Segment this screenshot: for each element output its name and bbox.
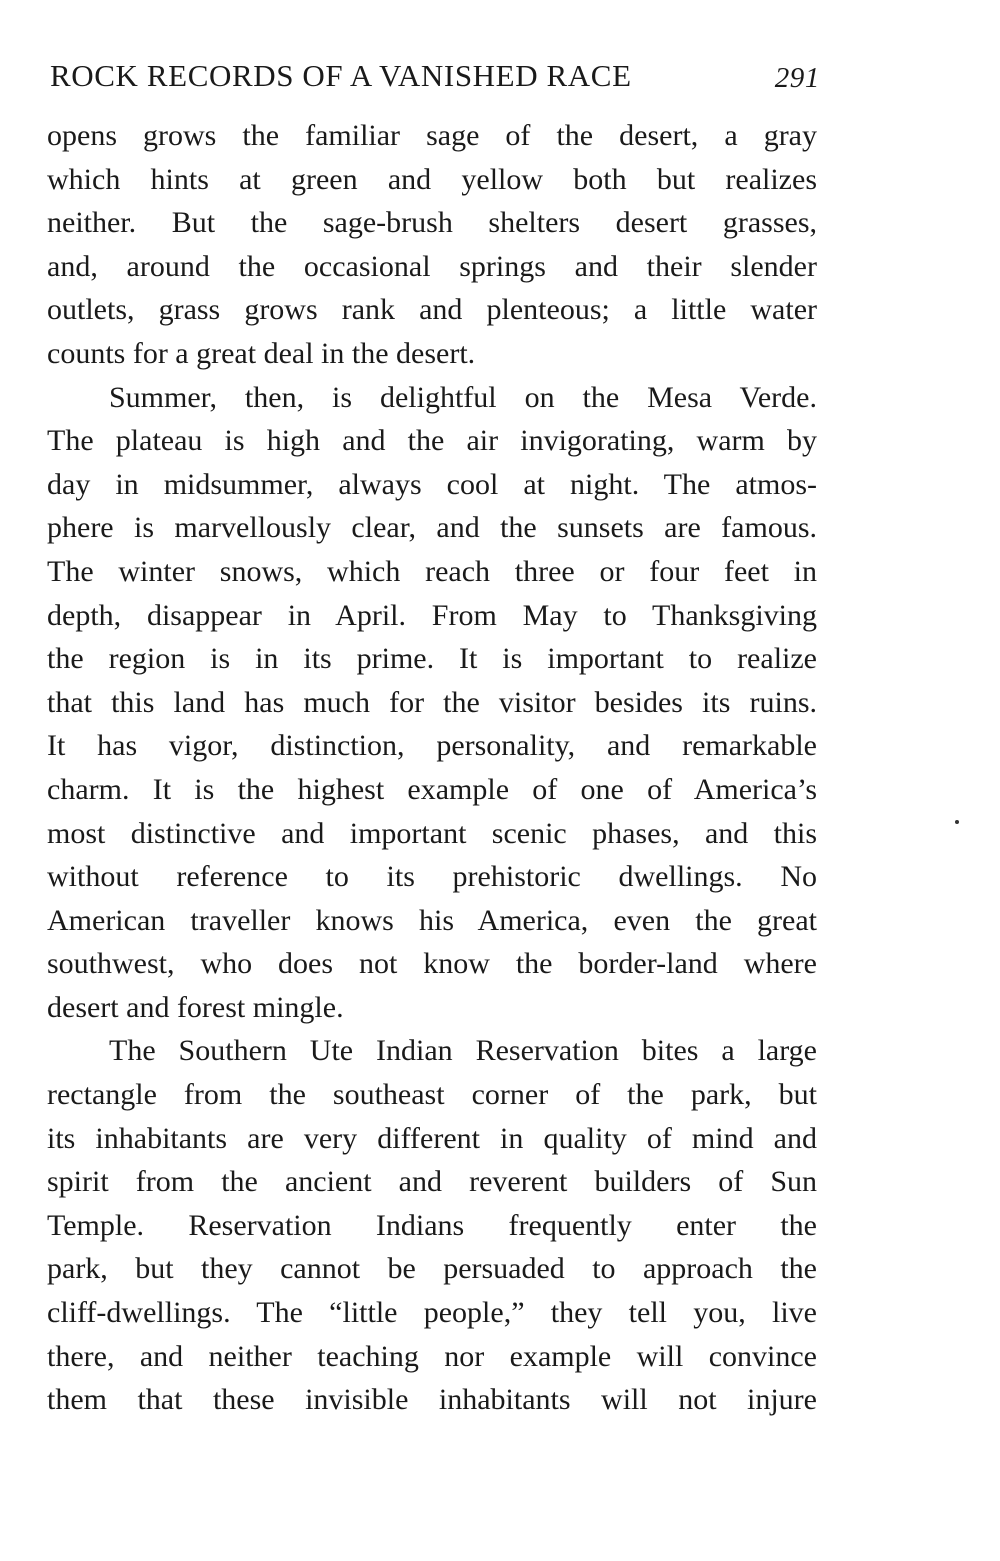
- text-line: charm. It is the highest example of one of America’s: [47, 772, 817, 806]
- running-head: [50, 58, 820, 102]
- text-line: and, around the occasional springs and their slender: [47, 249, 817, 283]
- text-line: without reference to its prehistoric dwellings. No: [47, 860, 817, 894]
- text-line: American traveller knows his America, even the great: [47, 903, 817, 937]
- text-line: its inhabitants are very different in quality of mind and: [47, 1121, 817, 1155]
- text-line: park, but they cannot be persuaded to approach the: [47, 1252, 817, 1286]
- text-line: outlets, grass grows rank and plenteous; a little water: [47, 293, 817, 327]
- running-title: ROCK RECORDS OF A VANISHED RACE: [50, 58, 632, 93]
- text-line: Temple. Reservation Indians frequently enter the: [47, 1208, 817, 1242]
- text-line: that this land has much for the visitor besides its ruins.: [47, 685, 817, 719]
- text-line: spirit from the ancient and reverent builders of Sun: [47, 1165, 817, 1199]
- text-line: day in midsummer, always cool at night. The atmos-: [47, 467, 817, 501]
- text-line: them that these invisible inhabitants will not injure: [47, 1383, 817, 1417]
- text-line: southwest, who does not know the border-land where: [47, 947, 817, 981]
- text-line: neither. But the sage-brush shelters desert grasses,: [47, 206, 817, 240]
- text-line: which hints at green and yellow both but realizes: [47, 162, 817, 196]
- text-line: The winter snows, which reach three or four feet in: [47, 554, 817, 588]
- text-line: desert and forest mingle.: [47, 990, 344, 1024]
- page-number: 291: [774, 62, 820, 94]
- text-line: Summer, then, is delightful on the Mesa Verde.: [109, 380, 817, 414]
- text-line: rectangle from the southeast corner of the park, but: [47, 1078, 817, 1112]
- text-line: most distinctive and important scenic phases, and this: [47, 816, 817, 850]
- text-line: the region is in its prime. It is important to realize: [47, 642, 817, 676]
- text-line: The plateau is high and the air invigorating, warm by: [47, 424, 817, 458]
- scan-speck: [955, 820, 959, 824]
- text-line: cliff-dwellings. The “little people,” they tell you, live: [47, 1296, 817, 1330]
- text-line: there, and neither teaching nor example will convince: [47, 1339, 817, 1373]
- text-line: depth, disappear in April. From May to Thanksgiving: [47, 598, 817, 632]
- text-line: counts for a great deal in the desert.: [47, 336, 476, 370]
- text-line: opens grows the familiar sage of the desert, a gray: [47, 119, 817, 152]
- text-line: phere is marvellously clear, and the sunsets are famous.: [47, 511, 817, 545]
- text-line: The Southern Ute Indian Reservation bites a large: [109, 1034, 817, 1068]
- text-line: It has vigor, distinction, personality, and remarkable: [47, 729, 817, 763]
- body-text: [47, 114, 817, 1422]
